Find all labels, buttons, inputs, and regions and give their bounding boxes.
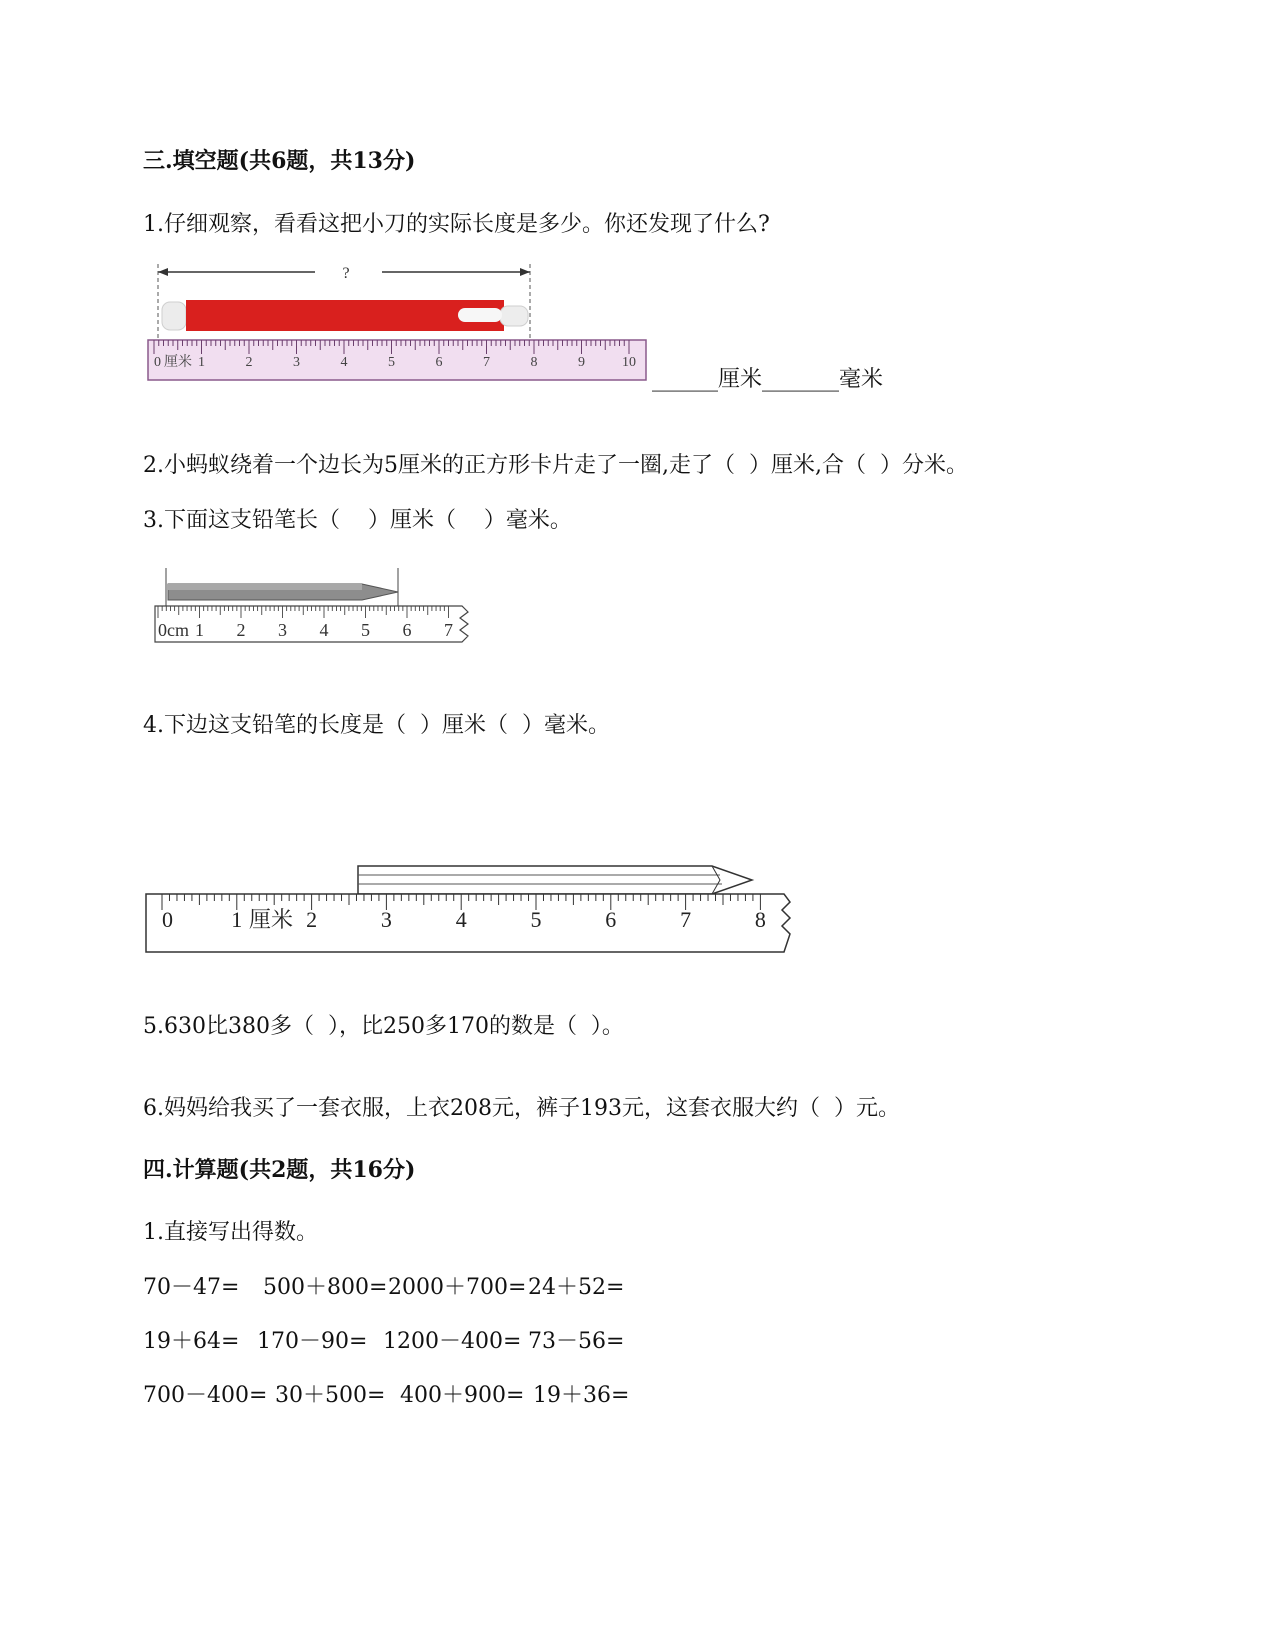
calc-item: 24＋52= [528, 1275, 625, 1300]
ruler-label: 10 [622, 355, 636, 370]
ruler-label: 5 [388, 355, 395, 370]
ruler-label: 6 [435, 355, 443, 370]
calc-item: 19＋36= [533, 1383, 630, 1408]
ruler-label: 2 [245, 355, 253, 370]
ruler-label: 7 [483, 355, 490, 370]
ruler-label: 7 [444, 620, 453, 640]
ruler-label: 1 [198, 355, 205, 370]
ruler-label: 4 [319, 620, 329, 640]
ruler-q4 [146, 894, 790, 952]
ruler-label: 6 [605, 907, 617, 932]
ruler-label: 6 [402, 620, 412, 640]
section-title-calculation: 四.计算题(共2题，共16分) [143, 1157, 416, 1183]
ruler-label: 7 [680, 907, 692, 932]
question-6-text: 6.妈妈给我买了一套衣服，上衣208元，裤子193元，这套衣服大约（ ）元。 [143, 1096, 900, 1121]
ruler-label: 3 [380, 907, 392, 932]
ruler-label: 0 [162, 907, 173, 932]
knife-body [186, 300, 504, 331]
ruler-1 [148, 340, 646, 380]
question-3-text: 3.下面这支铅笔长（ ）厘米（ ）毫米。 [143, 508, 572, 533]
pencil-q4 [358, 866, 752, 894]
ruler-label: 8 [754, 907, 766, 932]
ruler-q3-unit: cm [167, 620, 189, 640]
pencil-ruler-figure-q3 [150, 566, 480, 650]
question-4-text: 4.下边这支铅笔的长度是（ ）厘米（ ）毫米。 [143, 713, 610, 738]
calc-item: 19＋64= [143, 1329, 240, 1354]
question-5-text: 5.630比380多（ ），比250多170的数是（ ）。 [143, 1014, 624, 1039]
calc-item: 700－400= [143, 1383, 268, 1408]
ruler-label: 9 [578, 355, 585, 370]
ruler-label: 0 [158, 620, 167, 640]
question-2-text: 2.小蚂蚁绕着一个边长为5厘米的正方形卡片走了一圈,走了（ ）厘米,合（ ）分米。 [143, 453, 968, 478]
pencil-ruler-figure-q4 [140, 854, 800, 964]
question-mark: ? [342, 265, 350, 282]
ruler-q4-unit: 厘米 [249, 907, 294, 932]
calc-item: 30＋500= [275, 1383, 386, 1408]
section-title-fill-blank: 三.填空题(共6题，共13分) [143, 148, 416, 174]
ruler-label: 0 [154, 355, 161, 370]
ruler-label: 2 [306, 907, 318, 932]
ruler-1-unit: 厘米 [164, 355, 192, 370]
calc-item: 2000＋700= [388, 1275, 527, 1300]
ruler-label: 5 [530, 907, 542, 932]
ruler-label: 3 [278, 620, 287, 640]
question-1-answer: ______厘米_______毫米 [652, 367, 884, 392]
calc-item: 170－90= [257, 1329, 368, 1354]
ruler-label: 2 [236, 620, 246, 640]
calc-item: 500＋800= [263, 1275, 388, 1300]
ruler-label: 1 [195, 620, 204, 640]
calc-question-1-text: 1.直接写出得数。 [143, 1220, 318, 1245]
calc-item: 1200－400= [383, 1329, 522, 1354]
question-1-text: 1.仔细观察，看看这把小刀的实际长度是多少。你还发现了什么? [143, 212, 770, 237]
ruler-label: 4 [340, 355, 348, 370]
calc-item: 70－47= [143, 1275, 240, 1300]
ruler-label: 4 [455, 907, 467, 932]
ruler-label: 8 [530, 355, 538, 370]
ruler-label: 5 [361, 620, 370, 640]
ruler-label: 3 [293, 355, 300, 370]
calc-item: 400＋900= [400, 1383, 525, 1408]
ruler-label: 1 [231, 907, 243, 932]
knife-handle [162, 302, 186, 330]
calc-item: 73－56= [528, 1329, 625, 1354]
